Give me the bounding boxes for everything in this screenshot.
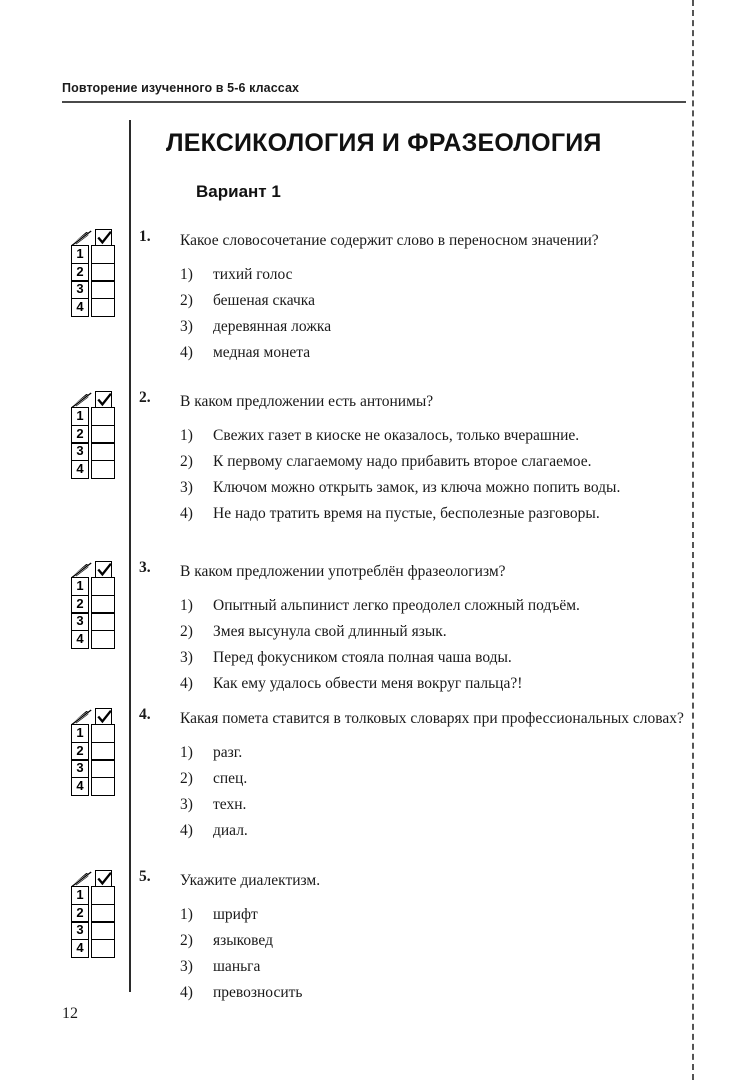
option-marker: 1) [180,597,193,614]
option-item[interactable] [180,818,689,843]
answer-row-number: 2 [71,595,89,614]
answer-row-number: 4 [71,939,89,958]
answer-checkbox[interactable] [91,777,115,796]
answer-row-number: 4 [71,460,89,479]
answer-row-number: 4 [71,630,89,649]
option-marker: 4) [180,505,193,522]
question-head [139,706,689,731]
checkbox-checked-icon[interactable] [95,391,112,408]
question-number: 2. [139,389,151,406]
question-head [139,228,689,253]
answer-checkbox[interactable] [91,759,115,778]
answer-widget [71,229,119,317]
answer-row [71,577,119,596]
option-marker: 2) [180,623,193,640]
question-text: Какое словосочетание содержит слово в переносном значении? [180,232,599,249]
option-text: Перед фокусником стояла полная чаша воды. [213,649,512,666]
answer-row-number: 2 [71,742,89,761]
option-text: тихий голос [213,266,293,283]
answer-row-number: 4 [71,777,89,796]
answer-row [71,442,119,461]
option-marker: 2) [180,932,193,949]
pen-crossed-icon [71,709,93,725]
answer-row [71,886,119,905]
answer-checkbox[interactable] [91,612,115,631]
header-rule [62,101,686,103]
answer-row [71,280,119,299]
answer-checkbox[interactable] [91,742,115,761]
question-block [139,559,689,697]
option-text: диал. [213,822,248,839]
answer-row-number: 3 [71,759,89,778]
option-text: техн. [213,796,247,813]
option-list [180,902,689,1005]
option-list [180,423,689,526]
answer-checkbox[interactable] [91,280,115,299]
question-head [139,868,689,893]
variant-title: Вариант 1 [196,182,281,201]
option-marker: 1) [180,744,193,761]
answer-row [71,904,119,923]
answer-row [71,759,119,778]
answer-widget [71,391,119,479]
answer-checkbox[interactable] [91,921,115,940]
answer-row-number: 1 [71,407,89,426]
answer-row [71,407,119,426]
answer-row-number: 1 [71,245,89,264]
option-item[interactable] [180,740,689,765]
checkbox-checked-icon[interactable] [95,561,112,578]
option-item[interactable] [180,954,689,979]
answer-checkbox[interactable] [91,595,115,614]
checkbox-checked-icon[interactable] [95,229,112,246]
question-block [139,706,689,844]
option-item[interactable] [180,475,689,500]
option-marker: 4) [180,675,193,692]
question-number: 3. [139,559,151,576]
option-text: деревянная ложка [213,318,332,335]
option-marker: 4) [180,822,193,839]
option-list [180,262,689,365]
answer-widget [71,870,119,958]
option-item[interactable] [180,928,689,953]
option-text: медная монета [213,344,311,361]
option-item[interactable] [180,645,689,670]
answer-checkbox[interactable] [91,724,115,743]
option-item[interactable] [180,619,689,644]
answer-row [71,742,119,761]
answer-row [71,612,119,631]
option-item[interactable] [180,314,689,339]
option-item[interactable] [180,288,689,313]
option-marker: 4) [180,344,193,361]
question-block [139,868,689,1006]
answer-checkbox[interactable] [91,442,115,461]
answer-row-number: 1 [71,724,89,743]
option-text: Опытный альпинист легко преодолел сложный подъём. [213,597,580,614]
question-text: В каком предложении есть антонимы? [180,393,434,410]
option-item[interactable] [180,671,689,696]
answer-widget [71,561,119,649]
option-item[interactable] [180,593,689,618]
content-column-rule [129,120,131,992]
option-marker: 4) [180,984,193,1001]
pen-crossed-icon [71,392,93,408]
option-text: Как ему удалось обвести меня вокруг пальца?! [213,675,523,692]
answer-widget [71,708,119,796]
answer-row-number: 3 [71,442,89,461]
option-marker: 2) [180,770,193,787]
answer-widget-header [71,391,119,408]
option-marker: 1) [180,906,193,923]
answer-row [71,425,119,444]
answer-widget-header [71,229,119,246]
option-marker: 3) [180,796,193,813]
answer-row [71,724,119,743]
answer-widget-header [71,708,119,725]
pen-crossed-icon [71,230,93,246]
option-item[interactable] [180,262,689,287]
answer-row [71,298,119,317]
answer-checkbox[interactable] [91,904,115,923]
answer-row-number: 2 [71,425,89,444]
option-item[interactable] [180,423,689,448]
pen-crossed-icon [71,871,93,887]
option-marker: 3) [180,318,193,335]
answer-checkbox[interactable] [91,407,115,426]
option-item[interactable] [180,340,689,365]
option-marker: 3) [180,958,193,975]
answer-row-number: 2 [71,263,89,282]
answer-checkbox[interactable] [91,577,115,596]
question-text: Какая помета ставится в толковых словарях при профессиональных словах? [180,710,684,727]
option-list [180,593,689,696]
answer-row-number: 1 [71,886,89,905]
page-title: ЛЕКСИКОЛОГИЯ И ФРАЗЕОЛОГИЯ [166,129,602,157]
option-text: разг. [213,744,243,761]
question-head [139,389,689,414]
answer-checkbox[interactable] [91,263,115,282]
option-item[interactable] [180,449,689,474]
option-list [180,740,689,843]
answer-row-number: 2 [71,904,89,923]
answer-checkbox[interactable] [91,460,115,479]
answer-checkbox[interactable] [91,630,115,649]
question-block [139,389,689,527]
option-text: Не надо тратить время на пустые, бесполезные разговоры. [213,505,600,522]
answer-row [71,630,119,649]
question-text: В каком предложении употреблён фразеологизм? [180,563,506,580]
answer-row [71,263,119,282]
option-text: Змея высунула свой длинный язык. [213,623,447,640]
cut-line-dashed [692,0,694,1080]
answer-checkbox[interactable] [91,886,115,905]
option-text: Свежих газет в киоске не оказалось, только вчерашние. [213,427,580,444]
option-marker: 1) [180,427,193,444]
answer-checkbox[interactable] [91,939,115,958]
answer-checkbox[interactable] [91,298,115,317]
option-text: бешеная скачка [213,292,315,309]
option-item[interactable] [180,980,689,1005]
option-marker: 3) [180,649,193,666]
question-head [139,559,689,584]
answer-row [71,777,119,796]
answer-row-number: 3 [71,612,89,631]
option-text: шаньга [213,958,261,975]
option-marker: 2) [180,292,193,309]
checkbox-checked-icon[interactable] [95,708,112,725]
pen-crossed-icon [71,562,93,578]
option-text: К первому слагаемому надо прибавить второе слагаемое. [213,453,592,470]
page-number: 12 [62,1005,78,1022]
option-marker: 1) [180,266,193,283]
option-text: языковед [213,932,273,949]
option-text: превозносить [213,984,303,1001]
option-marker: 2) [180,453,193,470]
answer-row-number: 4 [71,298,89,317]
answer-row-number: 1 [71,577,89,596]
answer-widget-header [71,870,119,887]
answer-widget-header [71,561,119,578]
option-item[interactable] [180,792,689,817]
question-block [139,228,689,366]
answer-row [71,921,119,940]
option-marker: 3) [180,479,193,496]
question-number: 5. [139,868,151,885]
answer-row [71,939,119,958]
answer-row [71,245,119,264]
question-number: 4. [139,706,151,723]
answer-checkbox[interactable] [91,425,115,444]
answer-row-number: 3 [71,280,89,299]
checkbox-checked-icon[interactable] [95,870,112,887]
option-text: Ключом можно открыть замок, из ключа можно попить воды. [213,479,621,496]
option-item[interactable] [180,501,689,526]
answer-row-number: 3 [71,921,89,940]
option-item[interactable] [180,766,689,791]
answer-row [71,595,119,614]
option-text: шрифт [213,906,258,923]
running-head: Повторение изученного в 5-6 классах [62,81,300,95]
answer-row [71,460,119,479]
question-text: Укажите диалектизм. [180,872,321,889]
option-text: спец. [213,770,248,787]
question-number: 1. [139,228,151,245]
option-item[interactable] [180,902,689,927]
answer-checkbox[interactable] [91,245,115,264]
